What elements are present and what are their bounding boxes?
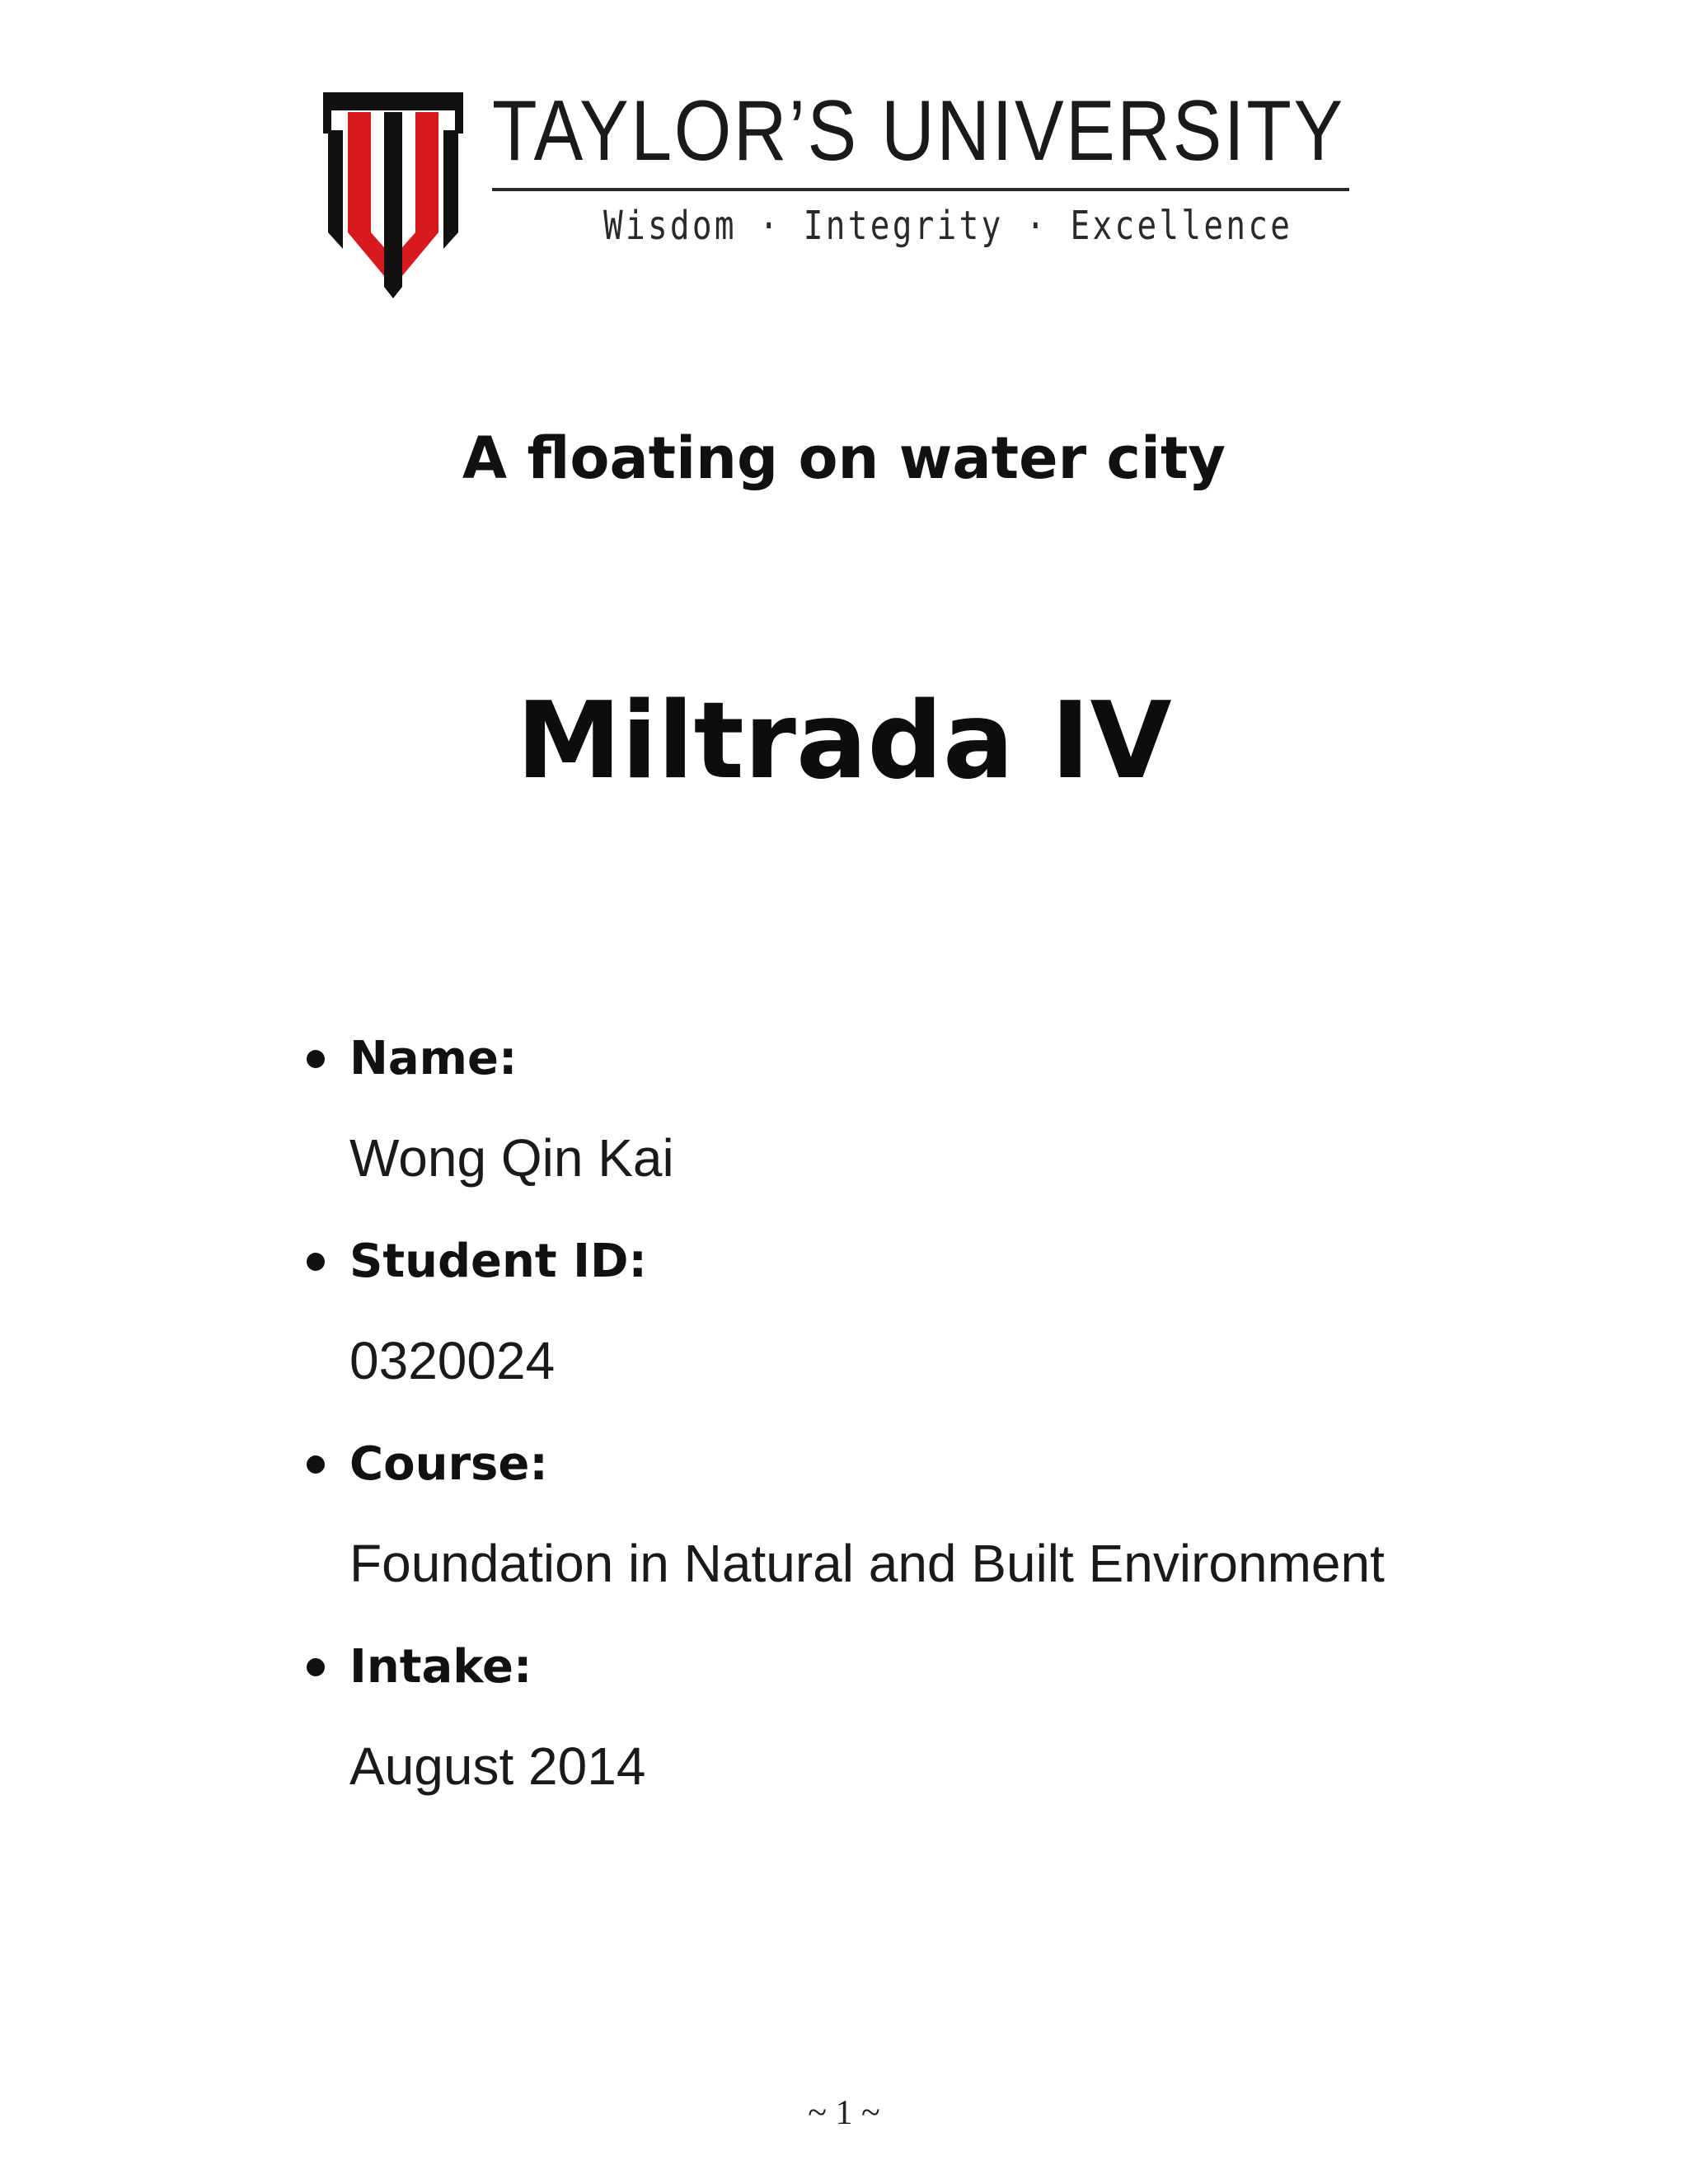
logo-divider <box>492 188 1349 191</box>
student-details <box>305 1026 1500 1837</box>
university-logo <box>323 83 1353 328</box>
detail-value: 0320024 <box>349 1331 556 1390</box>
detail-student-id <box>305 1229 1500 1394</box>
page-number: ~ 1 ~ <box>808 2094 880 2132</box>
university-motto: Wisdom · Integrity · Excellence <box>603 203 1293 249</box>
cover-subtitle: A floating on water city <box>462 424 1226 492</box>
logo-text <box>492 83 1353 287</box>
bullet-icon <box>307 1455 325 1474</box>
detail-value: Wong Qin Kai <box>349 1128 674 1188</box>
detail-value: Foundation in Natural and Built Environment <box>349 1534 1385 1593</box>
detail-name <box>305 1026 1500 1191</box>
detail-label-text: Name: <box>349 1032 518 1085</box>
bullet-icon <box>307 1658 325 1676</box>
detail-label <box>305 1229 1500 1295</box>
detail-label-text: Intake: <box>349 1640 532 1694</box>
detail-label <box>305 1432 1500 1497</box>
university-wordmark: TAYLOR’S UNIVERSITY <box>492 83 1345 179</box>
bullet-icon <box>307 1050 325 1068</box>
detail-course <box>305 1432 1500 1596</box>
detail-label-text: Course: <box>349 1437 548 1491</box>
detail-label <box>305 1026 1500 1092</box>
university-crest-icon <box>323 92 463 320</box>
detail-label <box>305 1634 1500 1700</box>
cover-title: Miltrada IV <box>516 680 1172 803</box>
detail-value: August 2014 <box>349 1736 646 1796</box>
detail-label-text: Student ID: <box>349 1235 647 1288</box>
bullet-icon <box>307 1253 325 1271</box>
detail-intake <box>305 1634 1500 1799</box>
